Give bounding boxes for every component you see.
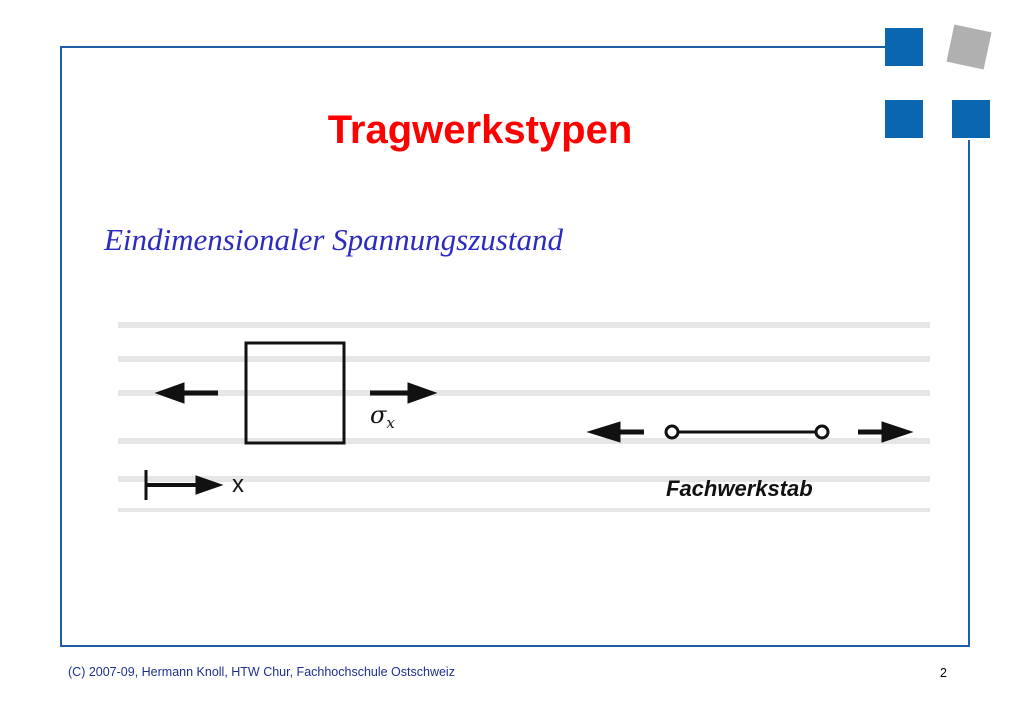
truss-member (666, 426, 828, 438)
frame-right-line (968, 140, 970, 646)
page-number: 2 (940, 666, 947, 680)
deco-square-gray (946, 24, 991, 69)
hinge-right (816, 426, 828, 438)
hinge-left (666, 426, 678, 438)
truss-label: Fachwerkstab (666, 476, 813, 501)
left-arrow-icon (156, 383, 218, 403)
deco-square-blue-top (885, 28, 923, 66)
x-axis-label: x (232, 471, 244, 498)
stress-state-figure (118, 300, 930, 530)
stress-symbol: σ (370, 401, 387, 429)
right-arrow-icon (370, 383, 436, 403)
stress-subscript: x (386, 414, 395, 432)
x-axis-indicator (146, 470, 222, 500)
frame-bottom-line (60, 645, 970, 647)
slide-subtitle: Eindimensionaler Spannungszustand (104, 222, 563, 257)
frame-top-line (60, 46, 888, 48)
stress-label (370, 401, 395, 432)
footer-copyright: (C) 2007-09, Hermann Knoll, HTW Chur, Fachhochschule Ostschweiz (68, 665, 455, 679)
slide-title: Tragwerkstypen (327, 108, 633, 152)
